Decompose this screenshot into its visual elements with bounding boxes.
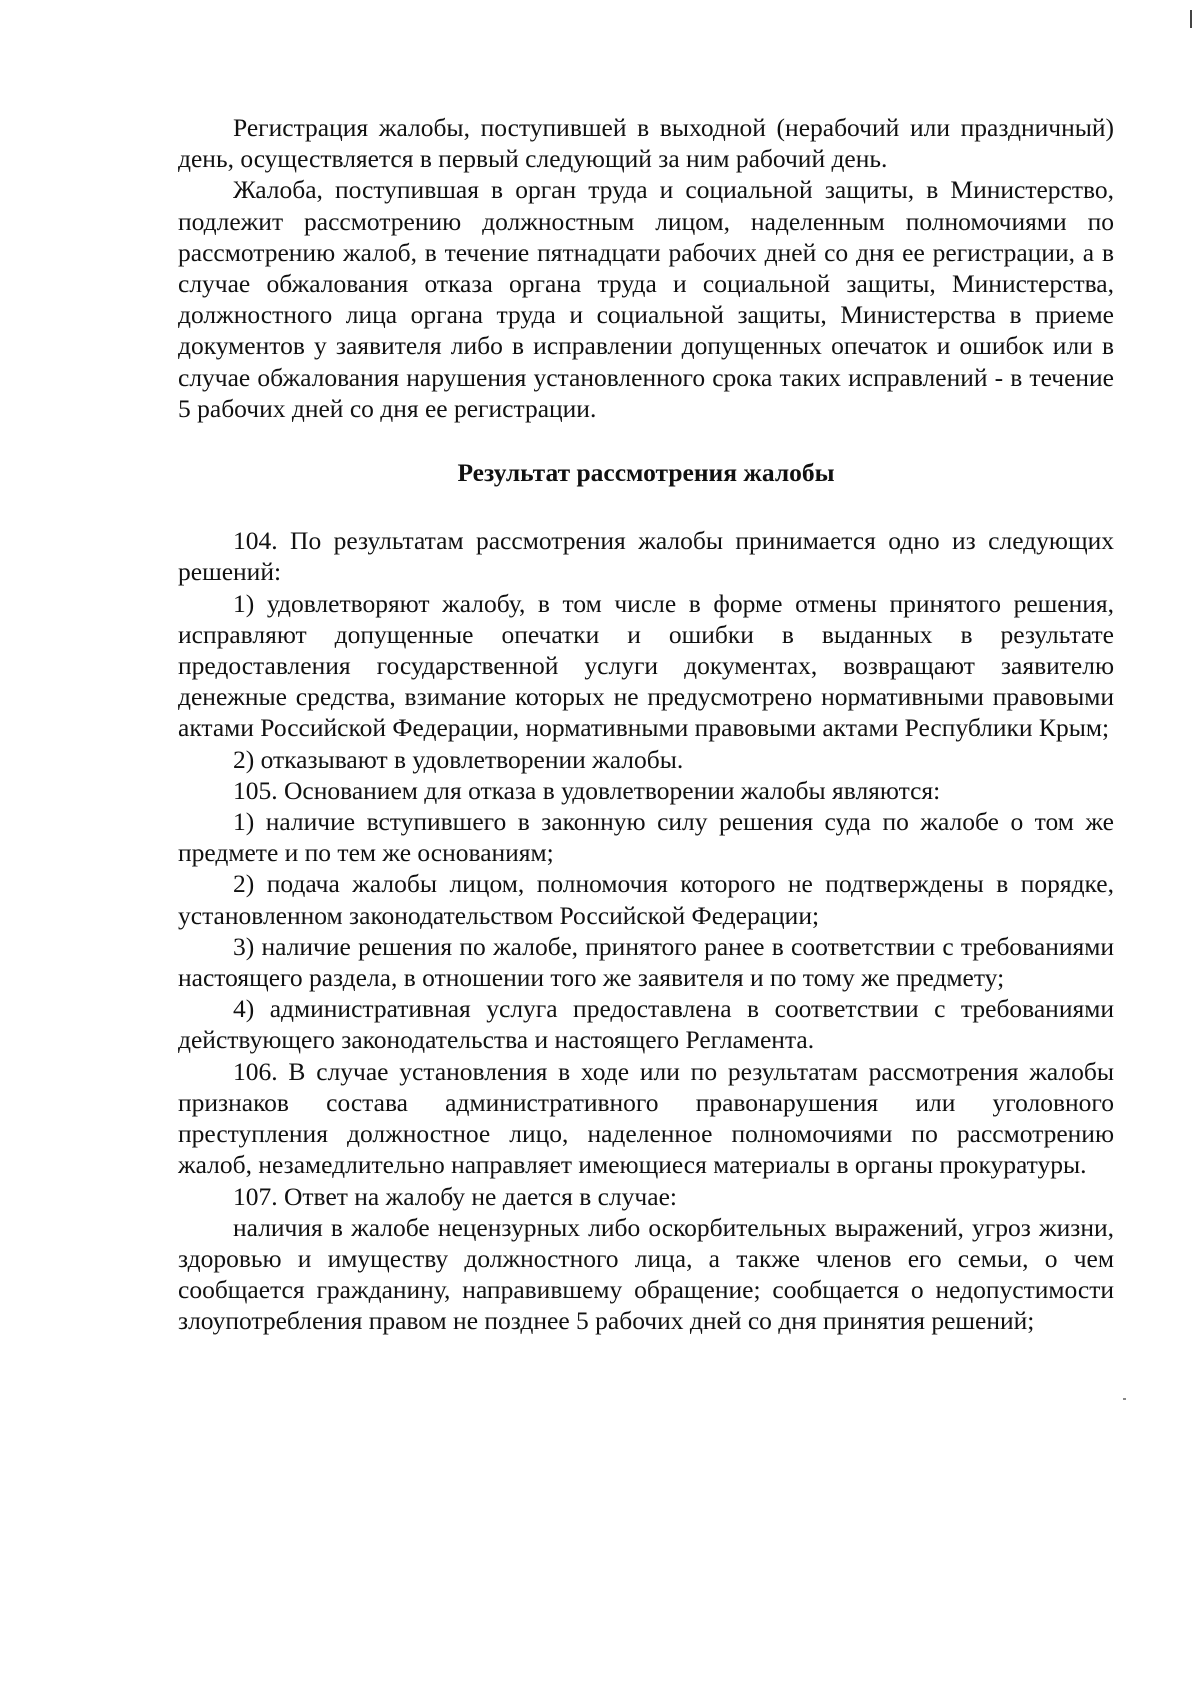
paragraph-104-item-1: 1) удовлетворяют жалобу, в том числе в форме отмены принятого решения, исправляют допущенные опечатки и ошибки в выданных в результате предоставления государственной услуги документах, возвращают заявителю денежные средства, взимание которых не предусмотрено нормативными правовыми актами Российской Федерации, нормативными правовыми актами Республики Крым; <box>178 588 1114 743</box>
scan-speck <box>1123 1398 1126 1400</box>
paragraph-107-item: наличия в жалобе нецензурных либо оскорбительных выражений, угроз жизни, здоровью и имуществу должностного лица, а также членов его семьи, о чем сообщается гражданину, направившему обращение; сообщается о недопустимости злоупотребления правом не позднее 5 рабочих дней со дня принятия решений; <box>178 1212 1114 1336</box>
document-page <box>178 112 1114 1337</box>
section-heading: Результат рассмотрения жалобы <box>457 458 835 488</box>
paragraph-106: 106. В случае установления в ходе или по результатам рассмотрения жалобы признаков состава административного правонарушения или уголовного преступления должностное лицо, наделенное полномочиями по рассмотрению жалоб, незамедлительно направляет имеющиеся материалы в органы прокуратуры. <box>178 1056 1114 1180</box>
paragraph-105-item-3: 3) наличие решения по жалобе, принятого ранее в соответствии с требованиями настоящего раздела, в отношении того же заявителя и по тому же предмету; <box>178 931 1114 993</box>
paragraph-105-item-4: 4) административная услуга предоставлена в соответствии с требованиями действующего законодательства и настоящего Регламента. <box>178 994 1114 1055</box>
paragraph-105-item-2: 2) подача жалобы лицом, полномочия которого не подтверждены в порядке, установленном законодательством Российской Федерации; <box>178 869 1114 930</box>
paragraph-105-item-1: 1) наличие вступившего в законную силу решения суда по жалобе о том же предмете и по тем же основаниям; <box>178 807 1114 868</box>
paragraph-104-item-2: 2) отказывают в удовлетворении жалобы. <box>233 744 684 774</box>
paragraph-104: 104. По результатам рассмотрения жалобы принимается одно из следующих решений: <box>178 526 1114 587</box>
paragraph-registration: Регистрация жалобы, поступившей в выходной (нерабочий или праздничный) день, осуществляется в первый следующий за ним рабочий день. <box>178 113 1114 174</box>
paragraph-105: 105. Основанием для отказа в удовлетворении жалобы являются: <box>233 775 941 805</box>
scan-edge-mark <box>1190 10 1192 28</box>
paragraph-review-period: Жалоба, поступившая в орган труда и социальной защиты, в Министерство, подлежит рассмотрению должностным лицом, наделенным полномочиями по рассмотрению жалоб, в течение пятнадцати рабочих дней со дня ее регистрации, а в случае обжалования отказа органа труда и социальной защиты, Министерства, должностного лица органа труда и социальной защиты, Министерства в приеме документов у заявителя либо в исправлении допущенных опечаток и ошибок или в случае обжалования нарушения установленного срока таких исправлений - в течение 5 рабочих дней со дня ее регистрации. <box>178 175 1114 423</box>
paragraph-107: 107. Ответ на жалобу не дается в случае: <box>233 1181 677 1211</box>
